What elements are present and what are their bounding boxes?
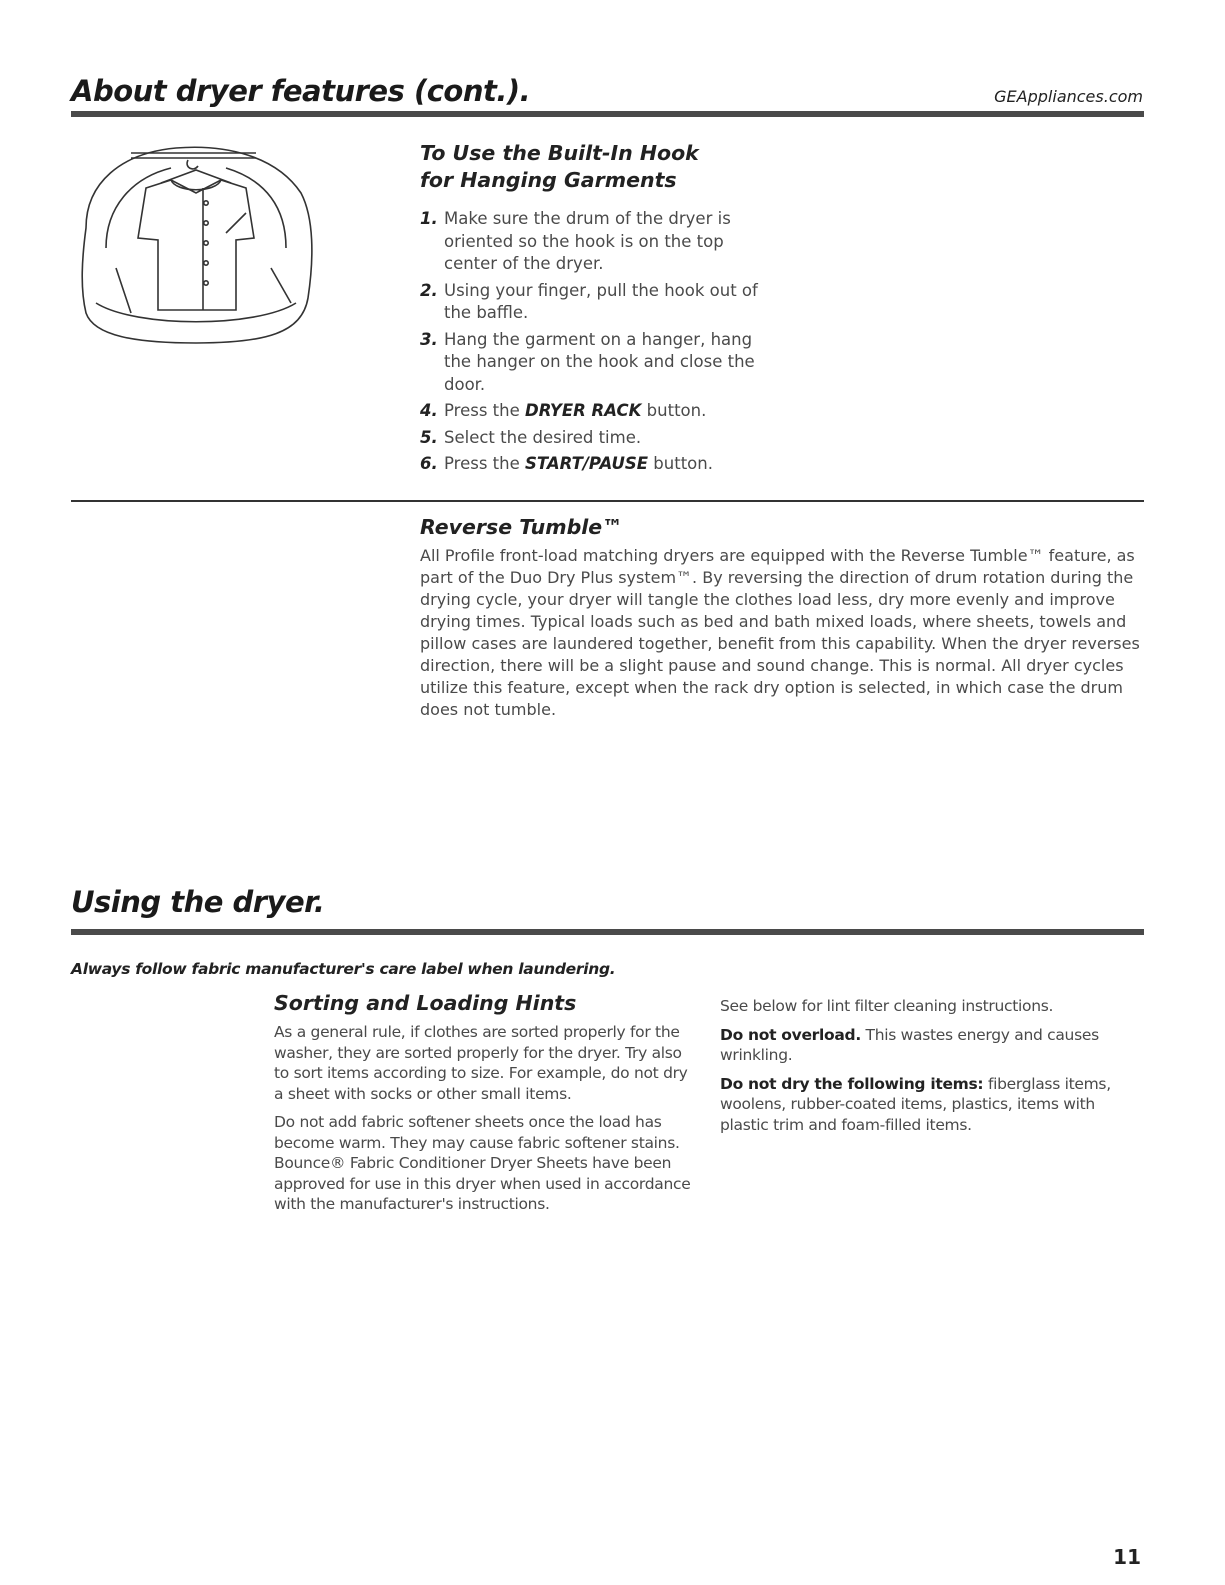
loading-tips bbox=[720, 996, 1144, 1143]
reverse-tumble-body: All Profile front-load matching dryers are equipped with the Reverse Tumble™ feature, as part of the Duo Dry Plus system™. By reversing the direction of drum rotation during the drying cycle, your dryer will tangle the clothes load less, dry more evenly and improve drying times. Typical loads such as bed and bath mixed loads, where sheets, towels and pillow cases are laundered together, benefit from this capability. When the dryer reverses direction, there will be a slight pause and sound change. This is normal. All dryer cycles utilize this feature, except when the rack dry option is selected, in which case the drum does not tumble. bbox=[420, 546, 1140, 719]
page-title: About dryer features (cont.). bbox=[71, 74, 531, 108]
hanging-garment-illustration bbox=[76, 138, 316, 348]
step-number: 5. bbox=[420, 427, 438, 447]
step-text: Using your finger, pull the hook out of the baffle. bbox=[444, 280, 758, 322]
list-item bbox=[420, 400, 780, 423]
sorting-paragraph: Do not add fabric softener sheets once the load has become warm. They may cause fabric softener stains. Bounce® Fabric Conditioner Dryer Sheets have been approved for use in this dryer when used in accordance with the manufacturer's instructions. bbox=[274, 1113, 691, 1213]
step-text: Press the bbox=[444, 454, 525, 473]
sorting-paragraph: As a general rule, if clothes are sorted properly for the washer, they are sorted properly for the dryer. Try also to sort items according to size. For example, do not dry a sheet with socks or other small items. bbox=[274, 1023, 688, 1103]
start-pause-label: START/PAUSE bbox=[525, 454, 649, 473]
header-rule bbox=[71, 111, 1144, 117]
hook-steps-list bbox=[420, 208, 780, 476]
reverse-tumble-section bbox=[420, 514, 1144, 721]
list-item bbox=[420, 453, 780, 476]
using-dryer-title: Using the dryer. bbox=[71, 885, 325, 919]
step-number: 3. bbox=[420, 329, 438, 349]
reverse-tumble-title: Reverse Tumble™ bbox=[420, 515, 623, 539]
hook-section-title bbox=[420, 140, 780, 194]
sorting-title: Sorting and Loading Hints bbox=[274, 991, 577, 1015]
list-item bbox=[420, 427, 780, 450]
do-not-dry-text: fiberglass items, woolens, rubber-coated items, plastics, items with plastic trim and foam-filled items. bbox=[720, 1074, 1111, 1134]
overload-bold: Do not overload. bbox=[720, 1025, 861, 1044]
site-url: GEAppliances.com bbox=[994, 87, 1143, 106]
overload-text: This wastes energy and causes wrinkling. bbox=[720, 1025, 1099, 1064]
section-divider bbox=[71, 500, 1144, 502]
hook-section bbox=[420, 140, 780, 480]
list-item bbox=[420, 208, 780, 276]
step-text: button. bbox=[641, 401, 707, 420]
using-rule bbox=[71, 929, 1144, 935]
list-item bbox=[420, 280, 780, 325]
care-label-note: Always follow fabric manufacturer's care label when laundering. bbox=[71, 960, 616, 978]
step-text: Hang the garment on a hanger, hang the hanger on the hook and close the door. bbox=[444, 329, 755, 394]
step-text: Make sure the drum of the dryer is oriented so the hook is on the top center of the dryer. bbox=[444, 209, 731, 273]
dryer-rack-label: DRYER RACK bbox=[525, 401, 642, 420]
step-number: 4. bbox=[420, 401, 438, 420]
list-item bbox=[420, 329, 780, 397]
step-number: 2. bbox=[420, 280, 438, 300]
sorting-section bbox=[274, 990, 699, 1223]
step-number: 6. bbox=[420, 454, 438, 473]
hook-title-line1: To Use the Built-In Hook bbox=[420, 141, 699, 165]
page-number: 11 bbox=[1113, 1545, 1141, 1569]
step-text: button. bbox=[648, 454, 713, 473]
overload-note bbox=[720, 1025, 1144, 1066]
hook-title-line2: for Hanging Garments bbox=[420, 168, 677, 192]
do-not-dry-bold: Do not dry the following items: bbox=[720, 1074, 984, 1093]
step-text: Press the bbox=[444, 401, 525, 420]
step-text: Select the desired time. bbox=[444, 427, 642, 447]
step-number: 1. bbox=[420, 209, 438, 228]
lint-filter-note: See below for lint filter cleaning instructions. bbox=[720, 997, 1054, 1015]
do-not-dry-note bbox=[720, 1074, 1144, 1136]
